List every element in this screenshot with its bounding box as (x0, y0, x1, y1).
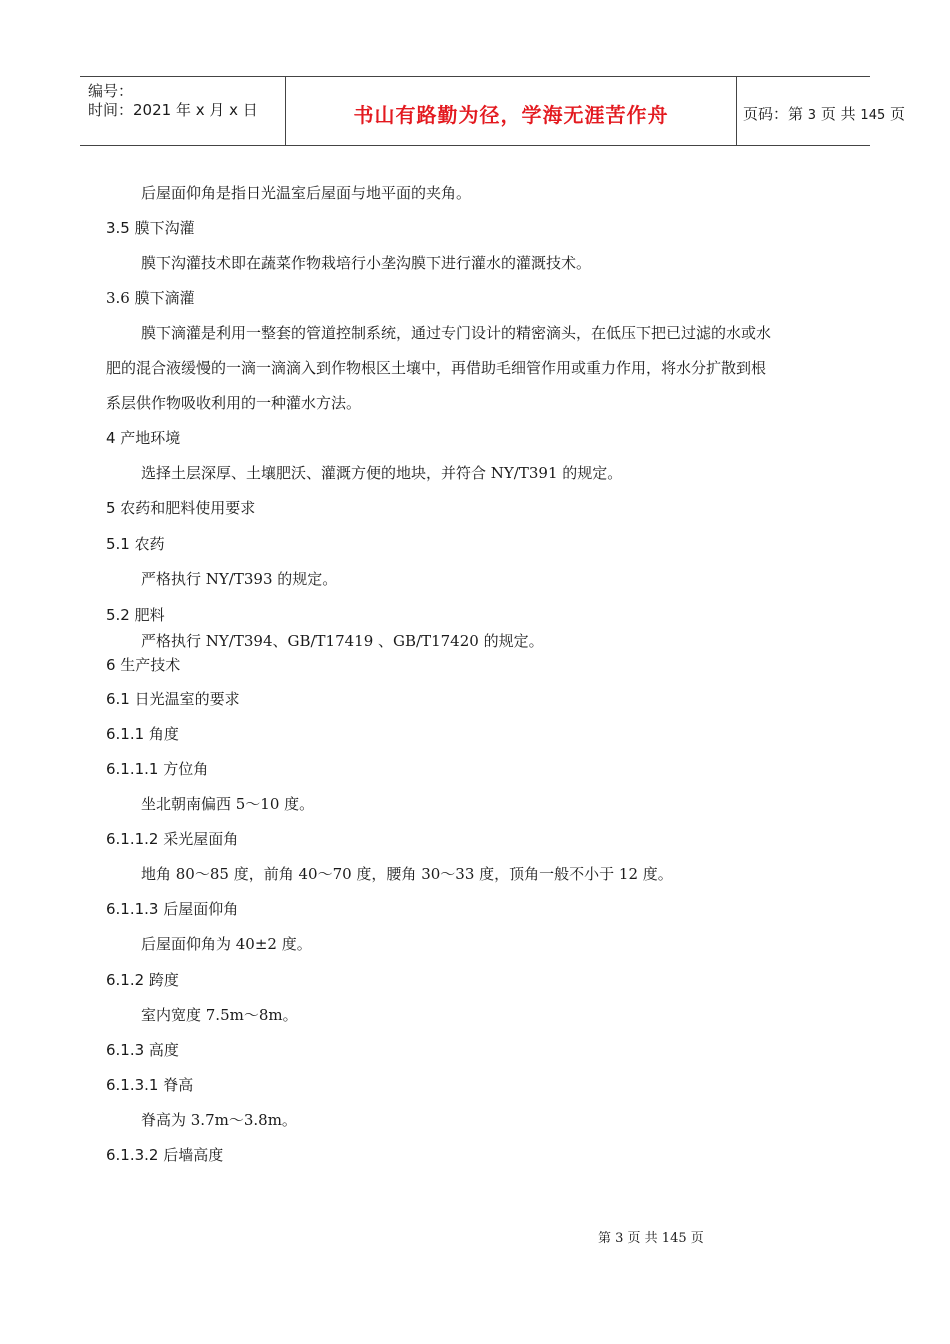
document-number-label: 编号： (88, 82, 134, 100)
header-motto: 书山有路勤为径，学海无涯苦作舟 (353, 103, 669, 127)
body-paragraph-line: 膜下滴灌是利用一整套的管道控制系统，通过专门设计的精密滴头，在低压下把已过滤的水或水 (141, 324, 772, 342)
section-heading-6-1-3: 6.1.3 高度 (106, 1041, 179, 1059)
section-heading-5-1: 5.1 农药 (106, 535, 165, 553)
body-paragraph: 后屋面仰角是指日光温室后屋面与地平面的夹角。 (141, 184, 472, 202)
document-header (80, 76, 906, 146)
body-paragraph-line: 系层供作物吸收利用的一种灌水方法。 (106, 394, 362, 412)
body-paragraph: 室内宽度 7.5m～8m。 (141, 1006, 298, 1024)
body-paragraph: 严格执行 NY/T394、GB/T17419 、GB/T17420 的规定。 (141, 632, 544, 650)
section-heading-6-1-2: 6.1.2 跨度 (106, 971, 179, 989)
section-heading-3-6: 3.6 膜下滴灌 (106, 289, 195, 307)
header-right-cell (735, 77, 906, 145)
section-heading-6-1: 6.1 日光温室的要求 (106, 690, 240, 708)
section-heading-6-1-1-2: 6.1.1.2 采光屋面角 (106, 830, 239, 848)
section-heading-5: 5 农药和肥料使用要求 (106, 499, 256, 517)
section-heading-4: 4 产地环境 (106, 429, 181, 447)
header-left-cell (80, 77, 285, 145)
body-paragraph-line: 肥的混合液缓慢的一滴一滴滴入到作物根区土壤中，再借助毛细管作用或重力作用，将水分扩散到根 (106, 359, 767, 377)
page-total: 145 (860, 108, 886, 123)
body-paragraph: 脊高为 3.7m～3.8m。 (141, 1111, 297, 1129)
section-heading-6-1-3-1: 6.1.3.1 脊高 (106, 1076, 194, 1094)
body-paragraph: 选择土层深厚、土壤肥沃、灌溉方便的地块，并符合 NY/T391 的规定。 (141, 464, 623, 482)
section-heading-6-1-1-1: 6.1.1.1 方位角 (106, 760, 209, 778)
body-paragraph: 膜下沟灌技术即在蔬菜作物栽培行小垄沟膜下进行灌水的灌溉技术。 (141, 254, 592, 272)
page-suffix: 页 (890, 105, 906, 123)
document-time-label: 时间：2021 年 x 月 x 日 (88, 101, 258, 119)
page-mid: 页 共 (820, 105, 856, 123)
body-paragraph: 地角 80～85 度，前角 40～70 度，腰角 30～33 度，顶角一般不小于 12 度。 (141, 865, 673, 883)
page-current: 3 (807, 108, 817, 123)
body-paragraph: 严格执行 NY/T393 的规定。 (141, 570, 338, 588)
page-prefix: 页码：第 (743, 105, 804, 123)
section-heading-6: 6 生产技术 (106, 656, 181, 674)
page-footer: 第 3 页 共 145 页 (598, 1231, 704, 1246)
body-paragraph: 坐北朝南偏西 5～10 度。 (141, 795, 315, 813)
section-heading-6-1-1-3: 6.1.1.3 后屋面仰角 (106, 900, 239, 918)
section-heading-6-1-3-2: 6.1.3.2 后墙高度 (106, 1146, 224, 1164)
section-heading-3-5: 3.5 膜下沟灌 (106, 219, 195, 237)
header-center-cell (285, 77, 737, 145)
header-page-indicator (743, 103, 905, 124)
section-heading-6-1-1: 6.1.1 角度 (106, 725, 179, 743)
body-paragraph: 后屋面仰角为 40±2 度。 (141, 935, 312, 953)
section-heading-5-2: 5.2 肥料 (106, 606, 165, 624)
